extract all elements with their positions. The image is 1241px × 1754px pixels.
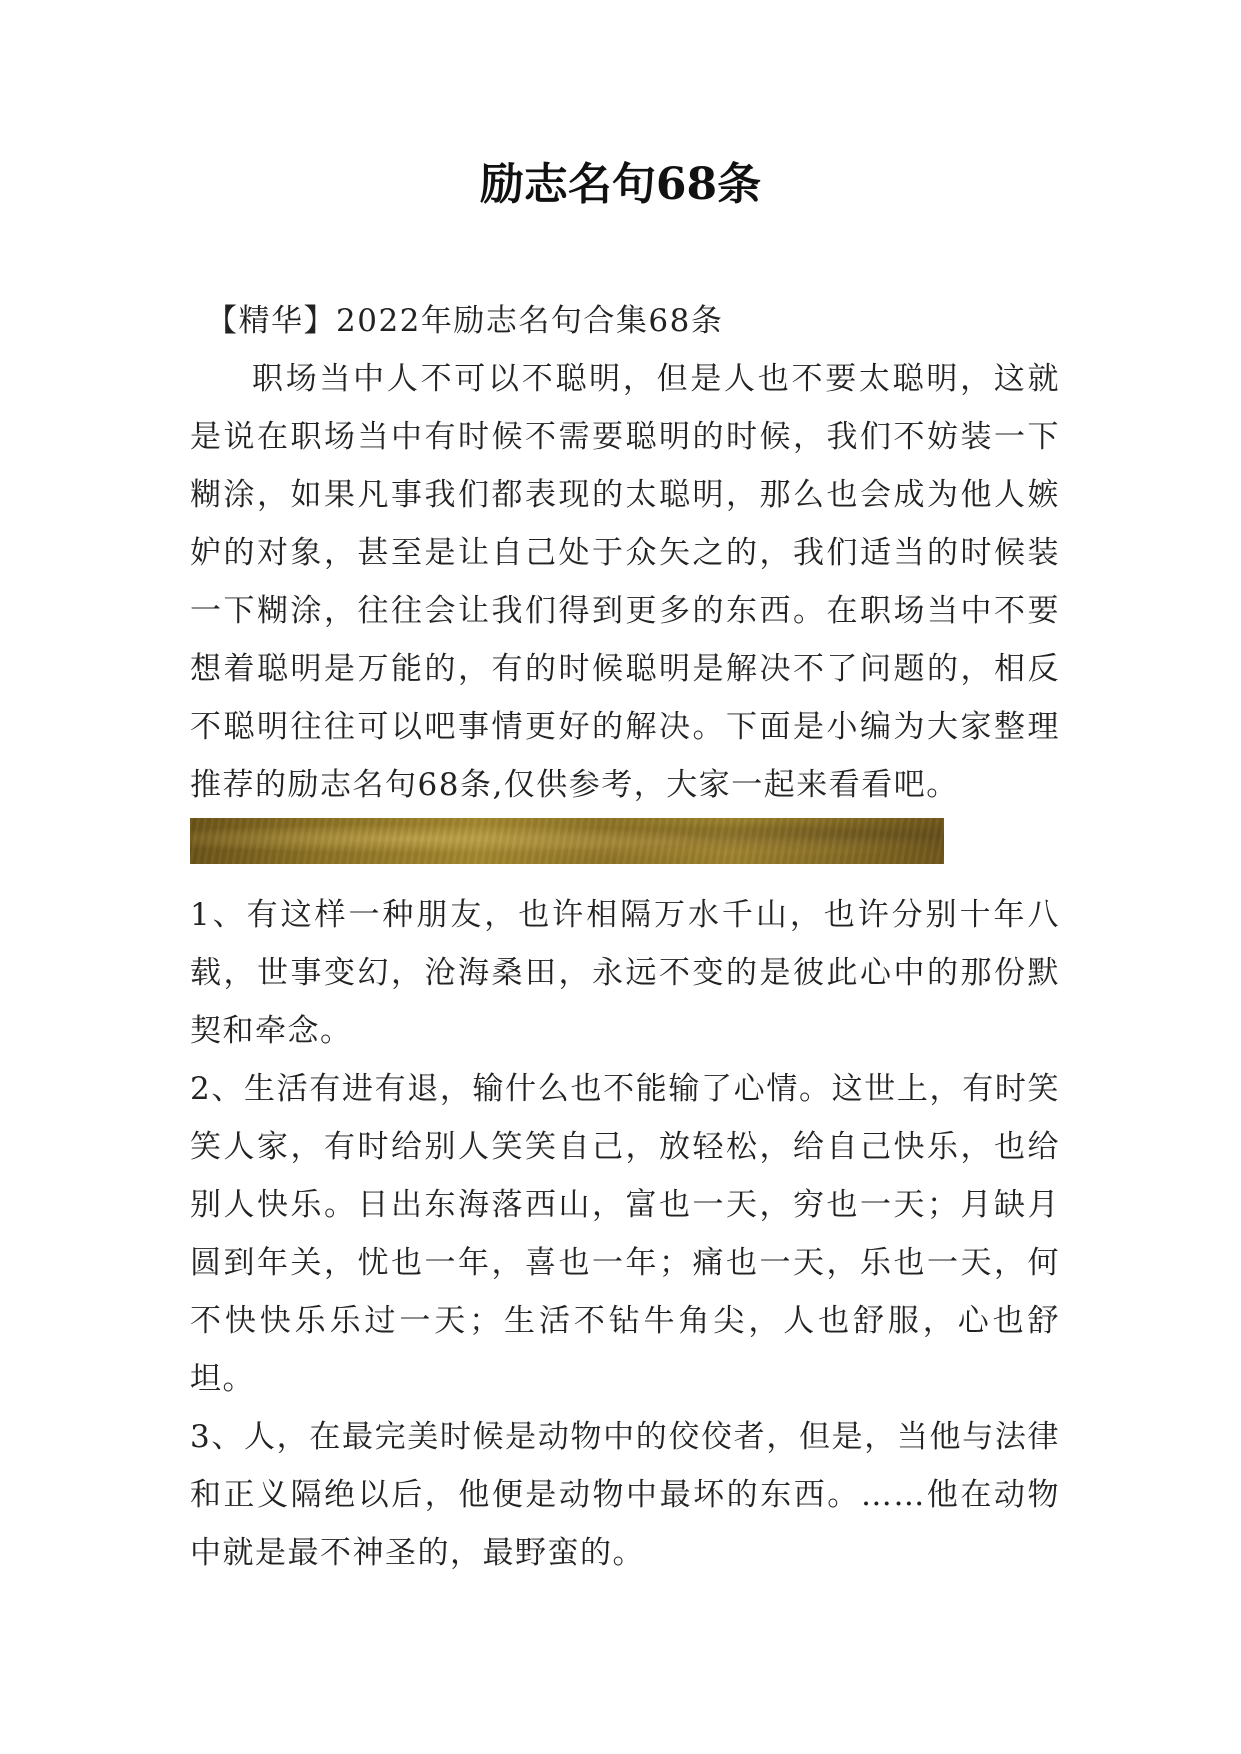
quote-item-1: 1、有这样一种朋友，也许相隔万水千山，也许分别十年八载，世事变幻，沧海桑田，永远不变的是彼此心中的那份默契和牵念。 xyxy=(190,897,1060,1049)
quote-item-2: 2、生活有进有退，输什么也不能输了心情。这世上，有时笑笑人家，有时给别人笑笑自己，放轻松，给自己快乐，也给别人快乐。日出东海落西山，富也一天，穷也一天；月缺月圆到年关，忧也一年，喜也一年；痛也一天，乐也一天，何不快快乐乐过一天；生活不钻牛角尖，人也舒服，心也舒坦。 xyxy=(190,1071,1060,1397)
quote-item-3: 3、人，在最完美时候是动物中的佼佼者，但是，当他与法律和正义隔绝以后，他便是动物中最坏的东西。……他在动物中就是最不神圣的，最野蛮的。 xyxy=(190,1419,1060,1571)
decorative-banner-image xyxy=(190,818,944,864)
document-body xyxy=(190,292,1060,1582)
document-title: 励志名句68条 xyxy=(479,159,762,210)
intro-paragraph: 职场当中人不可以不聪明，但是人也不要太聪明，这就是说在职场当中有时候不需要聪明的时候，我们不妨装一下糊涂，如果凡事我们都表现的太聪明，那么也会成为他人嫉妒的对象，甚至是让自己处于众矢之的，我们适当的时候装一下糊涂，往往会让我们得到更多的东西。在职场当中不要想着聪明是万能的，有的时候聪明是解决不了问题的，相反不聪明往往可以吧事情更好的解决。下面是小编为大家整理推荐的励志名句68条,仅供参考，大家一起来看看吧。 xyxy=(190,361,1060,803)
document-subtitle: 【精华】2022年励志名句合集68条 xyxy=(206,303,724,339)
banner-texture xyxy=(190,818,944,864)
